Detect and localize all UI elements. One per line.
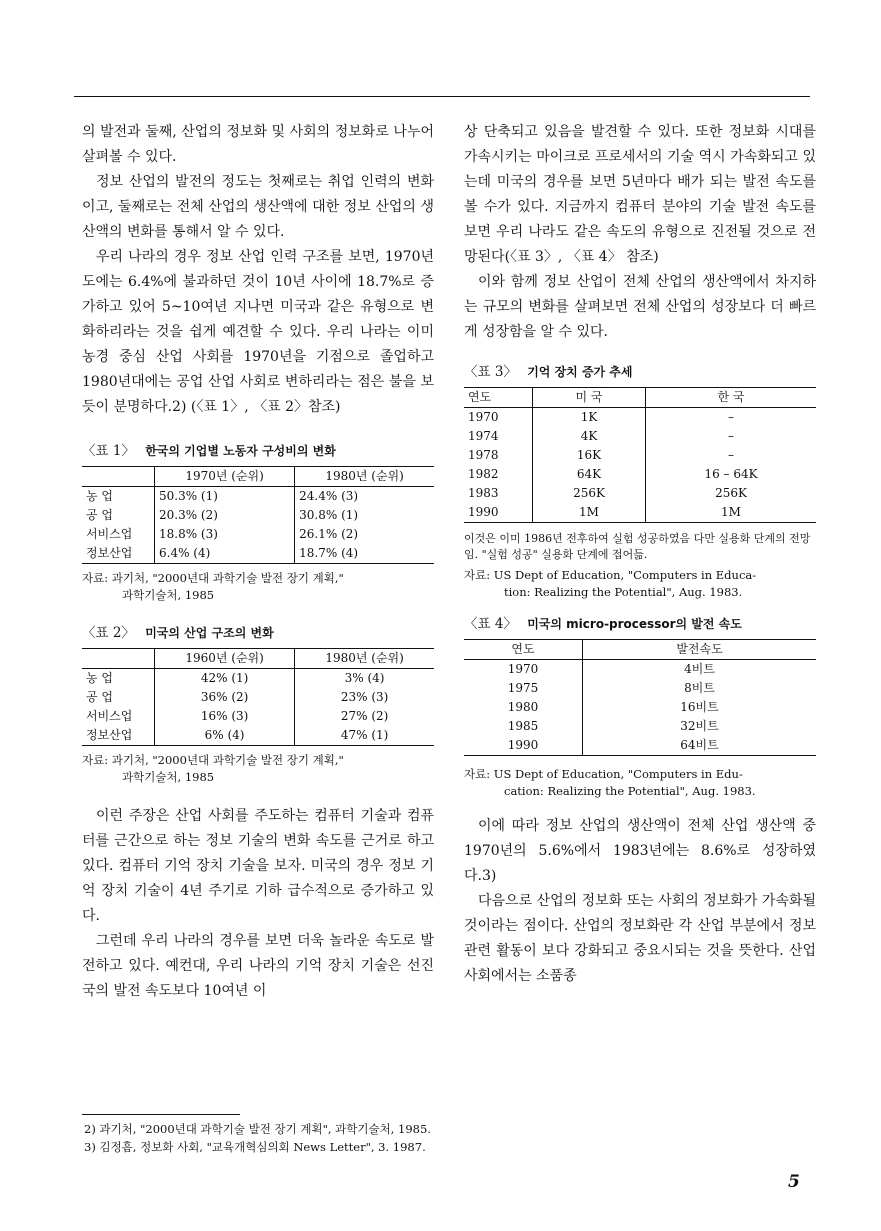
footnote: 2) 과기처, "2000년대 과학기술 발전 장기 계획", 과학기술처, 1985. (84, 1122, 431, 1136)
table-title: 기억 장치 증가 추세 (527, 365, 633, 379)
table-label: 〈표 2〉 (82, 625, 135, 641)
table-row (82, 487, 434, 507)
table-cell: 32비트 (680, 719, 719, 733)
table-row (464, 465, 816, 484)
table-row (464, 660, 816, 680)
paragraph: 다음으로 산업의 정보화 또는 사회의 정보화가 가속화될 것이라는 점이다. 산업의 정보화란 각 산업 부분에서 정보 관련 활동이 보다 강화되고 중요시되는 것을 뜻한다. 산업 사회에서는 소품종 (464, 893, 816, 984)
table-cell: 1970 (464, 408, 533, 428)
table-cell: 1M (533, 503, 646, 523)
table-cell: 1970 (464, 660, 583, 680)
table-cell: 3% (4) (344, 671, 385, 685)
table-cell: 16K (533, 446, 646, 465)
table-header (82, 649, 155, 669)
paragraph: 이에 따라 정보 산업의 생산액이 전체 산업 생산액 중 1970년의 5.6%에서 1983년에는 8.6%로 성장하였다.3) (464, 818, 816, 884)
paragraph: 상 단축되고 있음을 발견할 수 있다. 또한 정보화 시대를 가속시키는 마이크로 프로세서의 기술 역시 가속화되고 있는데 미국의 경우를 보면 5년마다 배가 되는 발전 속도를 볼 수가 있다. 지금까지 컴퓨터 분야의 기술 발전 속도를 보면 우리 나라도 같은 속도의 유형으로 진전될 것으로 전망된다(〈표 3〉, 〈표 4〉 참조) (464, 124, 816, 265)
table-header: 1960년 (순위) (155, 649, 295, 669)
table-cell: 16% (3) (155, 707, 295, 726)
table-cell: – (728, 410, 735, 424)
table-cell: 47% (1) (340, 728, 389, 742)
table-cell: 정보산업 (82, 544, 155, 564)
table-cell: 64K (533, 465, 646, 484)
table-row (464, 427, 816, 446)
table-1 (82, 466, 434, 564)
table-header: 한 국 (646, 388, 816, 408)
table-header: 미 국 (533, 388, 646, 408)
table-cell: 1K (533, 408, 646, 428)
table-cell: 256K (533, 484, 646, 503)
table-cell: 16 – 64K (704, 467, 758, 481)
table-cell: 1975 (464, 679, 583, 698)
table-4-caption (464, 615, 816, 633)
table-cell: 6% (4) (155, 726, 295, 746)
table-cell: – (728, 448, 735, 462)
table-cell: 1980 (464, 698, 583, 717)
table-row (464, 679, 816, 698)
source-line: 자료: 과기처, "2000년대 과학기술 발전 장기 계획," (82, 571, 344, 585)
table-cell: 18.8% (3) (155, 525, 295, 544)
table-cell: 4비트 (684, 662, 715, 676)
table-cell: 24.4% (3) (299, 489, 359, 503)
source-line: 자료: 과기처, "2000년대 과학기술 발전 장기 계획," (82, 753, 344, 767)
table-4-source (464, 766, 816, 800)
paragraph: 우리 나라의 경우 정보 산업 인력 구조를 보면, 1970년도에는 6.4%에 불과하던 것이 10년 사이에 18.7%로 증가하고 있어 5~10여년 지나면 미국과 같은 유형으로 변화하리라는 것을 쉽게 예견할 수 있다. 우리 나라는 이미 농경 중심 산업 사회를 1970년을 기점으로 졸업하고 1980년대에는 공업 산업 사회로 변하리라는 점은 불을 보듯이 분명하다.2) (〈표 1〉, 〈표 2〉참조) (82, 249, 434, 415)
table-header: 발전속도 (583, 640, 817, 660)
table-cell: 6.4% (4) (155, 544, 295, 564)
table-cell: 8비트 (684, 681, 715, 695)
table-cell: 64비트 (680, 738, 719, 752)
table-row (82, 707, 434, 726)
table-cell: 23% (3) (340, 690, 389, 704)
table-cell: 1985 (464, 717, 583, 736)
paragraph: 의 발전과 둘째, 산업의 정보화 및 사회의 정보화로 나누어 살펴볼 수 있다. (82, 124, 434, 165)
footnotes (84, 1120, 431, 1156)
table-cell: 1983 (464, 484, 533, 503)
table-cell: 16비트 (680, 700, 719, 714)
table-label: 〈표 4〉 (464, 616, 517, 632)
table-3-caption (464, 363, 816, 381)
table-title: 미국의 산업 구조의 변화 (145, 626, 274, 640)
table-cell: 1978 (464, 446, 533, 465)
table-cell: 서비스업 (82, 707, 155, 726)
table-2-caption (82, 624, 434, 642)
top-rule (74, 96, 810, 97)
table-row (464, 408, 816, 428)
table-cell: 1982 (464, 465, 533, 484)
footnote: 3) 김정흠, 정보화 사회, "교육개혁심의회 News Letter", 3. 1987. (84, 1140, 426, 1154)
table-row (464, 717, 816, 736)
table-cell: 42% (1) (155, 669, 295, 689)
table-cell: 1990 (464, 736, 583, 756)
table-3-source (464, 567, 816, 601)
footnote-rule (82, 1114, 240, 1115)
table-2-source (82, 752, 434, 786)
table-cell: 정보산업 (82, 726, 155, 746)
table-cell: 30.8% (1) (299, 508, 359, 522)
table-cell: 공 업 (82, 506, 155, 525)
table-1-caption (82, 442, 434, 460)
source-line: 자료: US Dept of Education, "Computers in Educa- (464, 568, 757, 582)
paragraph: 정보 산업의 발전의 정도는 첫째로는 취업 인력의 변화이고, 둘째로는 전체 산업의 생산액에 대한 정보 산업의 생산액의 변화를 통해서 알 수 있다. (82, 174, 434, 240)
table-cell: 36% (2) (155, 688, 295, 707)
table-cell: 18.7% (4) (299, 546, 359, 560)
table-header: 연도 (464, 640, 583, 660)
table-3 (464, 387, 816, 523)
table-cell: 50.3% (1) (155, 487, 295, 507)
table-title: 미국의 micro-processor의 발전 속도 (527, 617, 742, 631)
table-row (82, 669, 434, 689)
table-row (82, 506, 434, 525)
table-row (464, 484, 816, 503)
source-line: tion: Realizing the Potential", Aug. 1983. (504, 585, 743, 599)
page-number: 5 (788, 1172, 800, 1192)
source-line: 과학기술처, 1985 (122, 588, 215, 602)
table-3-note: 이것은 이미 1986년 전후하여 실험 성공하였음 다만 실용화 단계의 전망임. "실험 성공" 실용화 단계에 접어듦. (464, 532, 811, 561)
table-cell: 1974 (464, 427, 533, 446)
table-row (82, 544, 434, 564)
table-header: 1970년 (순위) (155, 467, 295, 487)
table-cell: 농 업 (82, 669, 155, 689)
source-line: cation: Realizing the Potential", Aug. 1983. (504, 784, 756, 798)
paragraph: 이와 함께 정보 산업이 전체 산업의 생산액에서 차지하는 규모의 변화를 살펴보면 전체 산업의 성장보다 더 빠르게 성장함을 알 수 있다. (464, 274, 816, 340)
table-header: 1980년 (순위) (295, 467, 434, 487)
table-row (82, 688, 434, 707)
table-4 (464, 639, 816, 756)
table-header: 연도 (464, 388, 533, 408)
table-row (464, 446, 816, 465)
table-cell: 27% (2) (340, 709, 389, 723)
table-label: 〈표 1〉 (82, 443, 135, 459)
table-cell: 20.3% (2) (155, 506, 295, 525)
table-label: 〈표 3〉 (464, 364, 517, 380)
table-cell: 서비스업 (82, 525, 155, 544)
table-cell: 4K (533, 427, 646, 446)
table-row (82, 525, 434, 544)
table-row (464, 503, 816, 523)
source-line: 자료: US Dept of Education, "Computers in Edu- (464, 767, 743, 781)
table-header: 1980년 (순위) (295, 649, 434, 669)
table-cell: 1990 (464, 503, 533, 523)
table-cell: 256K (715, 486, 747, 500)
table-title: 한국의 기업별 노동자 구성비의 변화 (145, 444, 336, 458)
paragraph: 그런데 우리 나라의 경우를 보면 더욱 놀라운 속도로 발전하고 있다. 예컨대, 우리 나라의 기억 장치 기술은 선진국의 발전 속도보다 10여년 이 (82, 933, 434, 999)
table-cell: – (728, 429, 735, 443)
table-row (464, 736, 816, 756)
table-row (464, 698, 816, 717)
table-cell: 공 업 (82, 688, 155, 707)
table-cell: 26.1% (2) (299, 527, 359, 541)
table-row (82, 726, 434, 746)
right-column (464, 120, 816, 989)
table-1-source (82, 570, 434, 604)
paragraph: 이런 주장은 산업 사회를 주도하는 컴퓨터 기술과 컴퓨터를 근간으로 하는 정보 기술의 변화 속도를 근거로 하고 있다. 컴퓨터 기억 장치 기술을 보자. 미국의 경우 정보 기억 장치 기술이 4년 주기로 기하 급수적으로 증가하고 있다. (82, 808, 434, 924)
table-header (82, 467, 155, 487)
left-column (82, 120, 434, 1004)
table-cell: 1M (721, 505, 741, 519)
source-line: 과학기술처, 1985 (122, 770, 215, 784)
table-2 (82, 648, 434, 746)
table-cell: 농 업 (82, 487, 155, 507)
